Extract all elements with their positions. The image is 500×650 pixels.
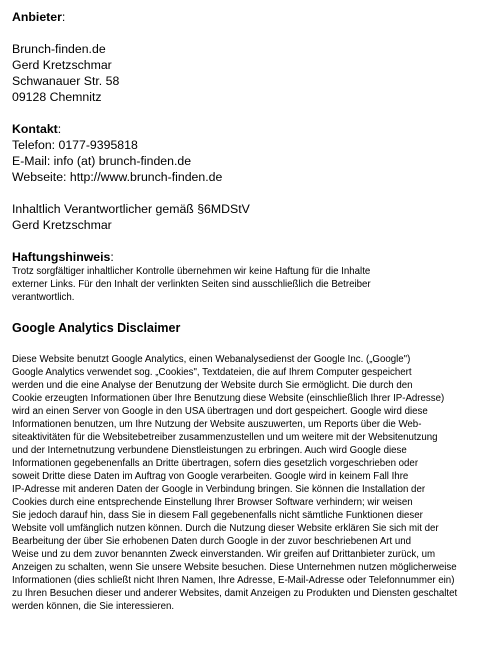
analytics-line: Anzeigen zu schalten, wenn Sie unsere Website besuchen. Diese Unternehmen nutzen möglicherweise [12,562,457,573]
anbieter-line: 09128 Chemnitz [12,90,102,104]
analytics-line: und der Internetnutzung verbundene Dienstleistungen zu erbringen. Auch wird Google diese [12,445,407,456]
analytics-block [12,353,490,613]
anbieter-line: Brunch-finden.de [12,42,106,56]
kontakt-email: E-Mail: info (at) brunch-finden.de [12,154,192,168]
analytics-line: werden und die eine Analyse der Benutzung der Website durch Sie ermöglicht. Die durch den [12,380,413,391]
haftung-line: externer Links. Für den Inhalt der verlinkten Seiten sind ausschließlich die Betreiber [12,279,371,290]
analytics-line: IP-Adresse mit anderen Daten der Google in Verbindung bringen. Sie können die Installation der [12,484,426,495]
kontakt-website: Webseite: http://www.brunch-finden.de [12,170,223,184]
analytics-line: Diese Website benutzt Google Analytics, einen Webanalysedienst der Google Inc. („Google") [12,354,411,365]
analytics-line: Informationen benutzen, um Ihre Nutzung der Website auszuwerten, um Reports über die Web- [12,419,422,430]
haftung-block [12,265,490,304]
analytics-line: soweit Dritte diese Daten im Auftrag von Google verarbeiten. Google wird in keinem Fall Ihre [12,471,409,482]
analytics-line: Cookies durch eine entsprechende Einstellung Ihrer Browser Software verhindern; wir weisen [12,497,413,508]
impressum-page [12,9,490,613]
verantwortlich-line: Inhaltlich Verantwortlicher gemäß §6MDStV [12,202,250,216]
anbieter-line: Schwanauer Str. 58 [12,74,120,88]
analytics-line: Informationen (dies schließt nicht Ihren Namen, Ihre Adresse, E-Mail-Adresse oder Telefonnummer ein) [12,575,455,586]
analytics-line: Informationen gegebenenfalls an Dritte übertragen, sofern dies gesetzlich vorgeschrieben oder [12,458,419,469]
analytics-line: Sie jedoch darauf hin, dass Sie in diesem Fall gegebenenfalls nicht sämtliche Funktionen dieser [12,510,423,521]
analytics-line: Cookie erzeugten Informationen über Ihre Benutzung diese Website (einschließlich Ihrer IP-Adresse) [12,393,445,404]
kontakt-block [12,137,490,185]
verantwortlich-block [12,201,490,233]
analytics-line: werden können, die Sie interessieren. [12,601,175,612]
haftung-line: verantwortlich. [12,292,75,303]
analytics-heading: Google Analytics Disclaimer [12,321,181,335]
kontakt-heading: Kontakt: [12,122,62,136]
analytics-line: siteaktivitäten für die Websitebetreiber zusammenzustellen und um weitere mit der Websitenutzung [12,432,438,443]
analytics-line: wird an einen Server von Google in den USA übertragen und dort gespeichert. Google wird diese [12,406,428,417]
haftung-heading: Haftungshinweis: [12,250,114,264]
analytics-line: zu Ihren Besuchen dieser und anderer Websites, damit Anzeigen zu Produkten und Diensten geschaltet [12,588,458,599]
anbieter-line: Gerd Kretzschmar [12,58,112,72]
analytics-line: Website voll umfänglich nutzen können. Durch die Nutzung dieser Website erklären Sie sich mit der [12,523,439,534]
kontakt-phone: Telefon: 0177-9395818 [12,138,138,152]
verantwortlich-line: Gerd Kretzschmar [12,218,112,232]
anbieter-block [12,41,490,105]
analytics-line: Bearbeitung der über Sie erhobenen Daten durch Google in der zuvor beschriebenen Art und [12,536,412,547]
analytics-line: Google Analytics verwendet sog. „Cookies", Textdateien, die auf Ihrem Computer gespeichert [12,367,412,378]
analytics-line: Weise und zu dem zuvor benannten Zweck einverstanden. Wir greifen auf Drittanbieter zurück, um [12,549,436,560]
haftung-line: Trotz sorgfältiger inhaltlicher Kontrolle übernehmen wir keine Haftung für die Inhalte [12,266,371,277]
anbieter-heading: Anbieter: [12,10,66,24]
